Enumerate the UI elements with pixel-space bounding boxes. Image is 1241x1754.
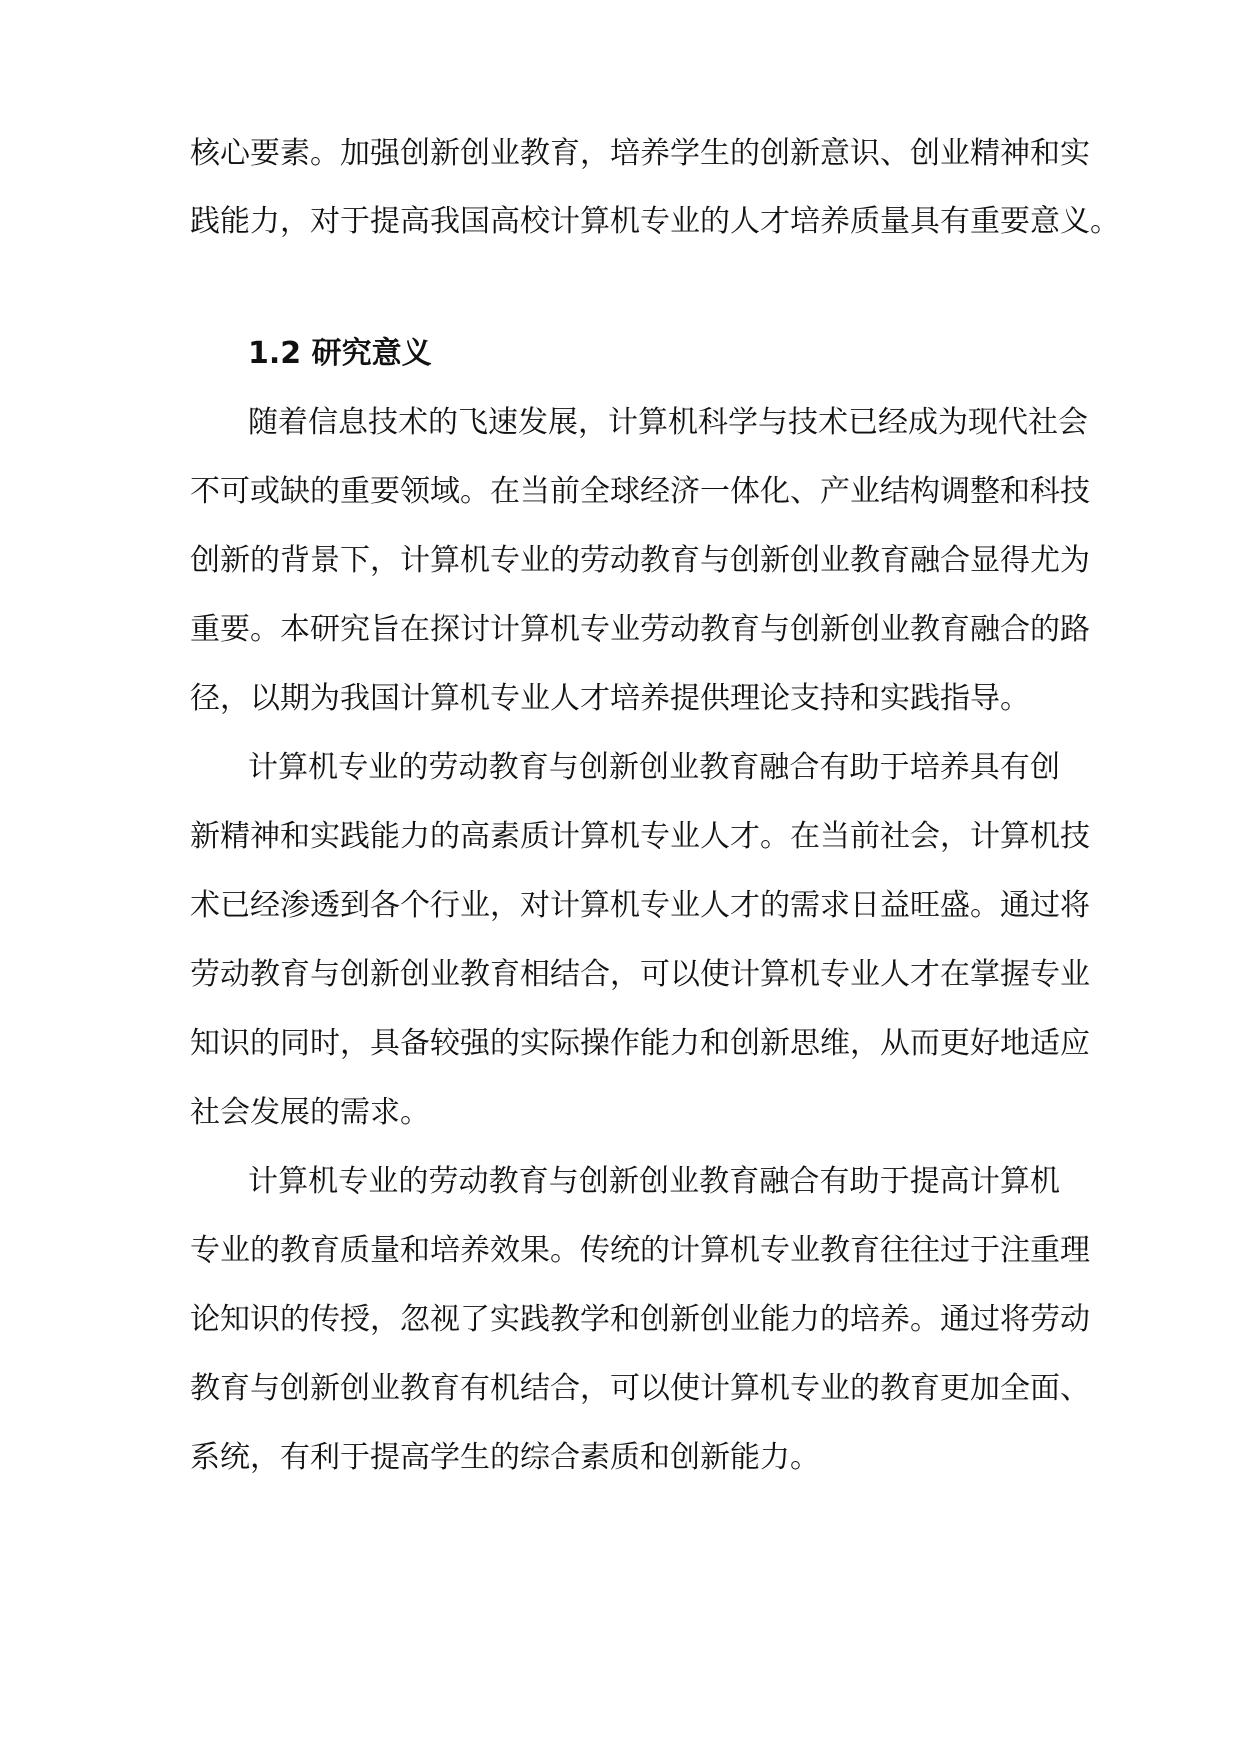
text-line: 创新的背景下，计算机专业的劳动教育与创新创业教育融合显得尤为: [190, 543, 1090, 578]
text-line: 社会发展的需求。: [190, 1095, 430, 1130]
text-line: 术已经渗透到各个行业，对计算机专业人才的需求日益旺盛。通过将: [190, 888, 1090, 923]
text-line: 系统，有利于提高学生的综合素质和创新能力。: [190, 1440, 820, 1475]
text-line: 重要。本研究旨在探讨计算机专业劳动教育与创新创业教育融合的路: [190, 612, 1090, 647]
section-heading: 1.2 研究意义: [248, 336, 432, 371]
text-line: 劳动教育与创新创业教育相结合，可以使计算机专业人才在掌握专业: [190, 957, 1090, 992]
text-line: 径，以期为我国计算机专业人才培养提供理论支持和实践指导。: [190, 681, 1030, 716]
text-line: 计算机专业的劳动教育与创新创业教育融合有助于提高计算机: [248, 1164, 1060, 1199]
text-line: 知识的同时，具备较强的实际操作能力和创新思维，从而更好地适应: [190, 1026, 1090, 1061]
text-line: 核心要素。加强创新创业教育，培养学生的创新意识、创业精神和实: [190, 136, 1090, 171]
text-line: 随着信息技术的飞速发展，计算机科学与技术已经成为现代社会: [248, 405, 1088, 440]
text-line: 教育与创新创业教育有机结合，可以使计算机专业的教育更加全面、: [190, 1371, 1090, 1406]
text-line: 新精神和实践能力的高素质计算机专业人才。在当前社会，计算机技: [190, 819, 1090, 854]
text-line: 不可或缺的重要领域。在当前全球经济一体化、产业结构调整和科技: [190, 474, 1090, 509]
text-line: 计算机专业的劳动教育与创新创业教育融合有助于培养具有创: [248, 750, 1060, 785]
text-line: 专业的教育质量和培养效果。传统的计算机专业教育往往过于注重理: [190, 1233, 1090, 1268]
text-line: 论知识的传授，忽视了实践教学和创新创业能力的培养。通过将劳动: [190, 1302, 1090, 1337]
text-line: 践能力，对于提高我国高校计算机专业的人才培养质量具有重要意义。: [190, 204, 1120, 239]
